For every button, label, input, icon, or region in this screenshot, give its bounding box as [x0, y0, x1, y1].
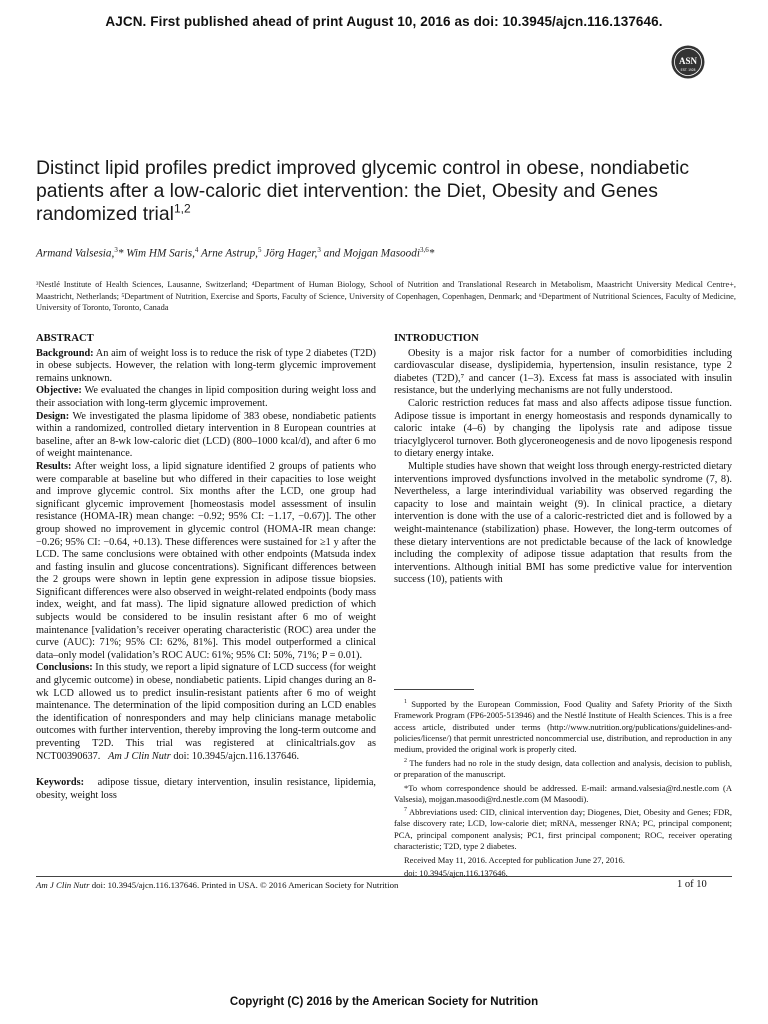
footnotes	[394, 697, 732, 879]
introduction-body	[394, 348, 732, 587]
author-name: Arne Astrup,	[201, 247, 258, 260]
author-separator: and	[320, 247, 344, 260]
author-corresponding-mark: *	[117, 247, 124, 260]
footnote-text: *To whom correspondence should be addressed. E-mail: armand.valsesia@rd.nestle.com (A Valsesia), mojgan.masoodi@rd.nestle.com (M Masoodi).	[394, 782, 732, 804]
publication-notice: AJCN. First published ahead of print August 10, 2016 as doi: 10.3945/ajcn.116.137646.	[105, 14, 663, 29]
keywords-label: Keywords:	[36, 777, 85, 789]
abstract-section	[36, 461, 376, 663]
footnote	[394, 756, 732, 781]
keywords	[36, 777, 376, 802]
right-column	[394, 333, 732, 587]
introduction-paragraph: Multiple studies have shown that weight loss through energy-restricted dietary interventions improved dysfunctions involved in the metabolic syndrome (7, 8). Nevertheless, a large interindividual variability was observed regarding the capacity to lose and maintain weight (9). In clinical practice, a dietary intervention is done with the use of a caloric-restricted diet and is followed by a weight-maintenance (stabilization) phase. However, the long-term outcomes of these dietary interventions are not predictable because of the lack of knowledge including the complexity of adipose tissue adaptation that results from the interventions. Although initial BMI has some predictive value for intervention success (10), patients with	[394, 460, 732, 586]
footer-divider	[36, 876, 732, 877]
abstract-section-label: Results:	[36, 460, 72, 472]
abstract-section	[36, 662, 376, 763]
abstract-section-text: In this study, we report a lipid signature of LCD success (for weight and glycemic outcome) in obese, nondiabetic patients. Lipid changes during an 8-wk LCD allowed us to predict insulin-resistant patients after 6 mo of weight maintenance. The determination of the lipid composition during an LCD enables the identification of nonresponders and may help clinicians manage metabolic outcomes with further intervention, thereby improving the long-term outcome and preventing T2D. This trial was registered at clinicaltrials.gov as NCT00390637.	[36, 662, 376, 762]
abstract-section	[36, 385, 376, 410]
author-name: Jörg Hager,	[264, 247, 318, 260]
abstract-section	[36, 411, 376, 461]
footnote-ref: 7	[404, 807, 407, 814]
introduction-heading: INTRODUCTION	[394, 333, 479, 344]
abstract-section-text: An aim of weight loss is to reduce the risk of type 2 diabetes (T2D) in obese subjects. However, the relation with long-term glycemic improvement remains unknown.	[36, 347, 376, 384]
page-number: 1 of 10	[677, 879, 707, 890]
abstract-citation-journal: Am J Clin Nutr	[108, 750, 171, 762]
footnote-ref: 2	[404, 757, 407, 764]
abstract-section-label: Background:	[36, 347, 94, 359]
introduction-paragraph: Obesity is a major risk factor for a number of comorbidities including cardiovascular disease, dyslipidemia, hypertension, insulin resistance, type 2 diabetes (T2D),⁷ and cancer (1–3). Excess fat mass is associated with insulin resistance, but the underlying mechanisms are not fully understood.	[394, 347, 732, 397]
footnote-text: Abbreviations used: CID, clinical intervention day; Diogenes, Diet, Obesity and Genes; FDR, false discovery rate; LCD, low-calorie diet; mRNA, messenger RNA; PC, principal component; PCA, principal component analysis; PC1, first principal component; ROC, receiver operating characteristic; T2D, type 2 diabetes.	[394, 806, 732, 852]
keywords-text: adipose tissue, dietary intervention, insulin resistance, lipidemia, obesity, weight loss	[36, 777, 376, 801]
footer-text: doi: 10.3945/ajcn.116.137646. Printed in USA. © 2016 American Society for Nutrition	[89, 880, 399, 890]
asn-logo-text: ASN	[678, 56, 698, 66]
footnote-text: Supported by the European Commission, Food Quality and Safety Priority of the Sixth Framework Program (FP6-2005-513946) and the Nestlé Institute of Health Sciences. This is a free access article, distributed under terms (http://www.nutrition.org/publications/guidelines-and-policies/license/) that permit unrestricted noncommercial use, distribution, and reproduction in any medium, provided the original work is properly cited.	[394, 698, 732, 755]
footnote-text: Received May 11, 2016. Accepted for publication June 27, 2016.	[404, 854, 625, 865]
abstract-section-label: Objective:	[36, 385, 82, 397]
author-affiliation-ref: 3,6	[419, 246, 429, 254]
introduction-paragraph: Caloric restriction reduces fat mass and also affects adipose tissue function. Adipose tissue is important in energy homeostasis and responds dynamically to caloric intake (4–6) by changing the lipolysis rate and adipose tissue triacylglycerol turnover. Both glyceroneogenesis and de novo lipogenesis respond to dietary energy intake.	[394, 397, 732, 460]
footnote-divider	[394, 689, 474, 690]
author-name: Mojgan Masoodi	[343, 247, 420, 260]
author-affiliation-ref: 4	[194, 246, 199, 254]
abstract-body	[36, 348, 376, 764]
author-name: Wim HM Saris,	[126, 247, 195, 260]
affiliations: ³Nestlé Institute of Health Sciences, Lausanne, Switzerland; ⁴Department of Human Biology, School of Nutrition and Translational Research in Metabolism, Maastricht University Medical Centre+, Maastricht, Netherlands; ⁵Department of Nutrition, Exercise and Sports, Faculty of Science, University of Copenhagen, Copenhagen, Denmark; and ⁶Department of Nutritional Sciences, Faculty of Medicine, University of Toronto, Toronto, Canada	[36, 280, 736, 313]
footnote-text: doi: 10.3945/ajcn.116.137646.	[404, 867, 508, 878]
footnote-ref: 1	[404, 699, 407, 705]
journal-footer	[36, 880, 398, 890]
asn-logo-est: EST. 1928	[680, 68, 696, 72]
abstract-heading: ABSTRACT	[36, 333, 94, 344]
footnote	[394, 866, 732, 879]
abstract-section-text: We evaluated the changes in lipid composition during weight loss and their association with long-term glycemic improvement.	[36, 385, 376, 409]
author-affiliation-ref: 5	[257, 246, 262, 254]
title-footnote-ref: 1,2	[173, 201, 191, 216]
asn-logo	[670, 44, 706, 80]
abstract-citation-doi: doi: 10.3945/ajcn.116.137646.	[170, 750, 300, 762]
author-name: Armand Valsesia,	[36, 247, 115, 260]
footer-journal: Am J Clin Nutr	[36, 880, 90, 890]
article-title	[36, 157, 736, 226]
abstract-section-label: Design:	[36, 410, 70, 422]
abstract-section-text: We investigated the plasma lipidome of 383 obese, nondiabetic patients within a randomized, controlled dietary intervention in 8 European countries at baseline, after an 8-wk low-caloric diet (LCD) (800–1000 kcal/d), and after 6 mo of weight maintenance.	[36, 410, 376, 460]
footnote-text: The funders had no role in the study design, data collection and analysis, decision to publish, or preparation of the manuscript.	[394, 757, 732, 780]
author-affiliation-ref: 3	[317, 246, 321, 254]
left-column	[36, 333, 376, 802]
abstract-section-text: After weight loss, a lipid signature identified 2 groups of patients who were comparable at baseline but who differed in their capacities to lose weight and improve glycemic control. Six months after the LCD, one group had significant glycemic improvement [homeostasis model assessment of insulin resistance (HOMA-IR) mean change: −0.92; 95% CI: −1.17, −0.67)]. The other group showed no improvement in glycemic control (HOMA-IR mean change: −0.26; 95% CI: −0.64, +0.13). These differences were sustained for ≥1 y after the LCD. The same conclusions were obtained with other endpoints (Matsuda index and fasting insulin and glucose concentrations). Significant differences between the 2 groups were shown in leptin gene expression in adipose tissue biopsies. Significant differences were also observed in weight-related endpoints (body mass index, weight, and fat mass). The lipid signature allowed prediction of which subjects would be considered to be insulin resistant after 6 mo of weight maintenance [validation’s receiver operating characteristic (ROC) area under the curve (AUC): 71%; 95% CI: 62%, 81%]. This model outperformed a clinical data–only model (validation’s ROC AUC: 61%; 95% CI: 50%, 71%; P = 0.01).	[36, 460, 376, 661]
title-text: Distinct lipid profiles predict improved glycemic control in obese, nondiabetic patients after a low-caloric diet intervention: the Diet, Obesity and Genes randomized trial	[36, 157, 690, 225]
copyright-notice: Copyright (C) 2016 by the American Society for Nutrition	[229, 996, 539, 1008]
footnote	[394, 781, 732, 806]
abstract-section	[36, 348, 376, 386]
abstract-section-label: Conclusions:	[36, 662, 93, 674]
footnote	[394, 805, 732, 852]
footnote	[394, 853, 732, 866]
author-affiliation-ref: 3	[114, 246, 118, 254]
author-corresponding-mark: *	[428, 247, 435, 260]
footnote	[394, 697, 732, 756]
author-list	[36, 246, 736, 260]
